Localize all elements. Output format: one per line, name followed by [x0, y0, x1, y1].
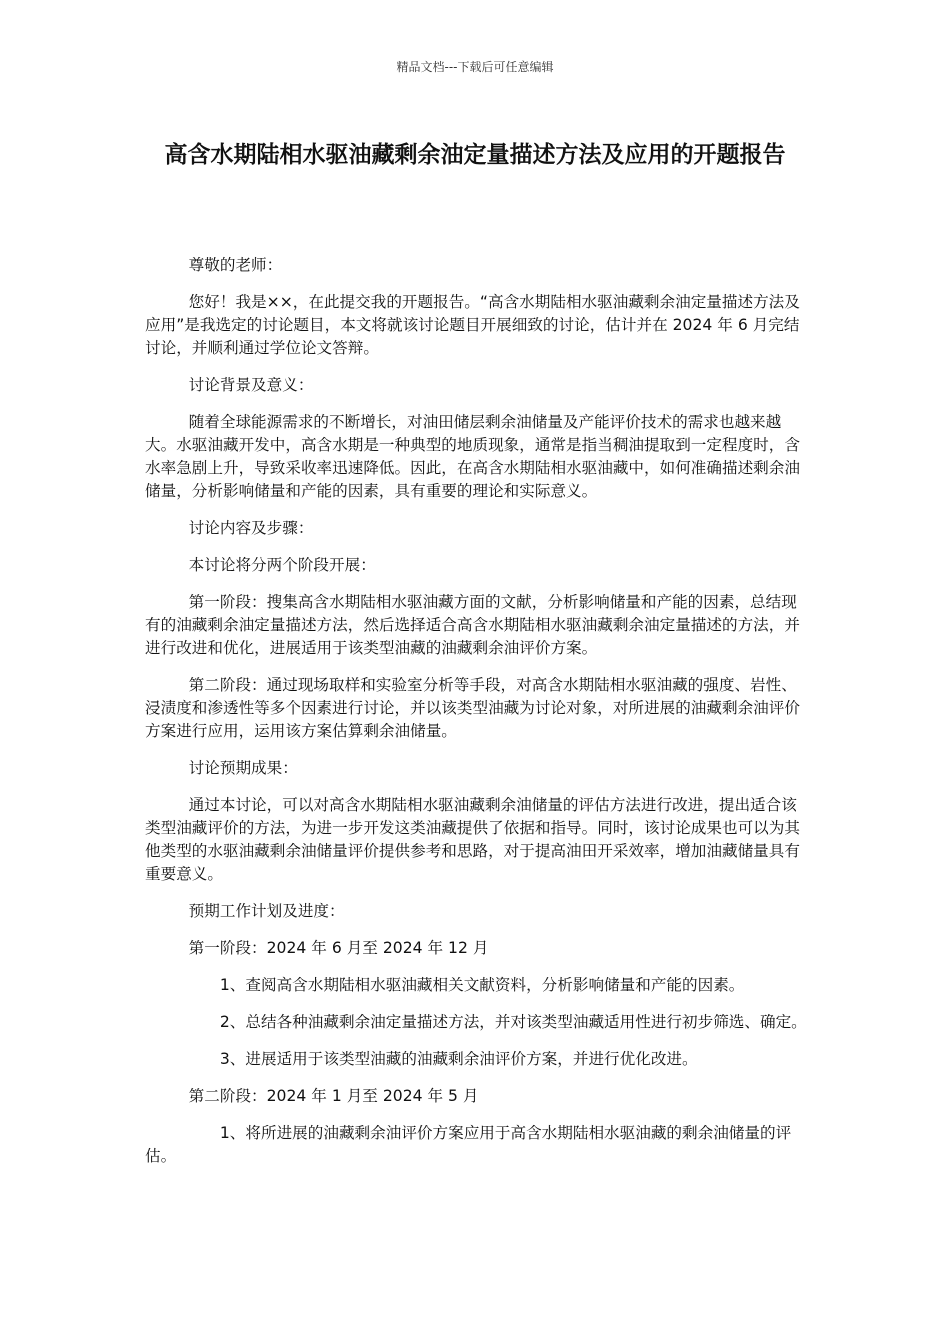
phase1-item-1: 1、查阅高含水期陆相水驱油藏相关文献资料，分析影响储量和产能的因素。	[219, 976, 745, 994]
results-heading: 讨论预期成果：	[188, 759, 298, 777]
background-paragraph: 随着全球能源需求的不断增长，对油田储层剩余油储量及产能评价技术的需求也越来越大。水驱油藏开发中，高含水期是一种典型的地质现象，通常是指当稠油提取到一定程度时，含水率急剧上升，导致采收率迅速降低。因此，在高含水期陆相水驱油藏中，如何准确描述剩余油储量，分析影响储量和产能的因素，具有重要的理论和实际意义。	[145, 413, 800, 500]
greeting-paragraph: 尊敬的老师：	[188, 256, 283, 274]
phase2-item-1: 1、将所进展的油藏剩余油评价方案应用于高含水期陆相水驱油藏的剩余油储量的评估。	[145, 1124, 792, 1165]
plan-heading: 预期工作计划及进度：	[188, 902, 345, 920]
phase1-item-3: 3、进展适用于该类型油藏的油藏剩余油评价方案，并进行优化改进。	[219, 1050, 698, 1068]
background-heading: 讨论背景及意义：	[188, 376, 314, 394]
header-note: 精品文档---下载后可任意编辑	[396, 60, 554, 74]
intro-paragraph: 您好！我是××，在此提交我的开题报告。“高含水期陆相水驱油藏剩余油定量描述方法及应用”是我选定的讨论题目，本文将就该讨论题目开展细致的讨论，估计并在 2024 年 6 月完结讨论，并顺利通过学位论文答辩。	[145, 293, 800, 357]
phase1-item-2: 2、总结各种油藏剩余油定量描述方法，并对该类型油藏适用性进行初步筛选、确定。	[219, 1013, 807, 1031]
content-heading: 讨论内容及步骤：	[188, 519, 314, 537]
content-intro-paragraph: 本讨论将分两个阶段开展：	[188, 556, 376, 574]
stage1-paragraph: 第一阶段：搜集高含水期陆相水驱油藏方面的文献，分析影响储量和产能的因素，总结现有的油藏剩余油定量描述方法，然后选择适合高含水期陆相水驱油藏剩余油定量描述的方法，并进行改进和优化，进展适用于该类型油藏的油藏剩余油评价方案。	[145, 593, 800, 657]
stage2-paragraph: 第二阶段：通过现场取样和实验室分析等手段，对高含水期陆相水驱油藏的强度、岩性、浸渍度和渗透性等多个因素进行讨论，并以该类型油藏为讨论对象，对所进展的油藏剩余油评价方案进行应用，运用该方案估算剩余油储量。	[145, 676, 800, 740]
document-body	[145, 254, 810, 1182]
results-paragraph: 通过本讨论，可以对高含水期陆相水驱油藏剩余油储量的评估方法进行改进，提出适合该类型油藏评价的方法，为进一步开发这类油藏提供了依据和指导。同时，该讨论成果也可以为其他类型的水驱油藏剩余油储量评价提供参考和思路，对于提高油田开采效率，增加油藏储量具有重要意义。	[145, 796, 800, 883]
phase1-heading: 第一阶段：2024 年 6 月至 2024 年 12 月	[188, 939, 489, 957]
document-title: 高含水期陆相水驱油藏剩余油定量描述方法及应用的开题报告	[164, 142, 786, 168]
phase2-heading: 第二阶段：2024 年 1 月至 2024 年 5 月	[188, 1087, 479, 1105]
